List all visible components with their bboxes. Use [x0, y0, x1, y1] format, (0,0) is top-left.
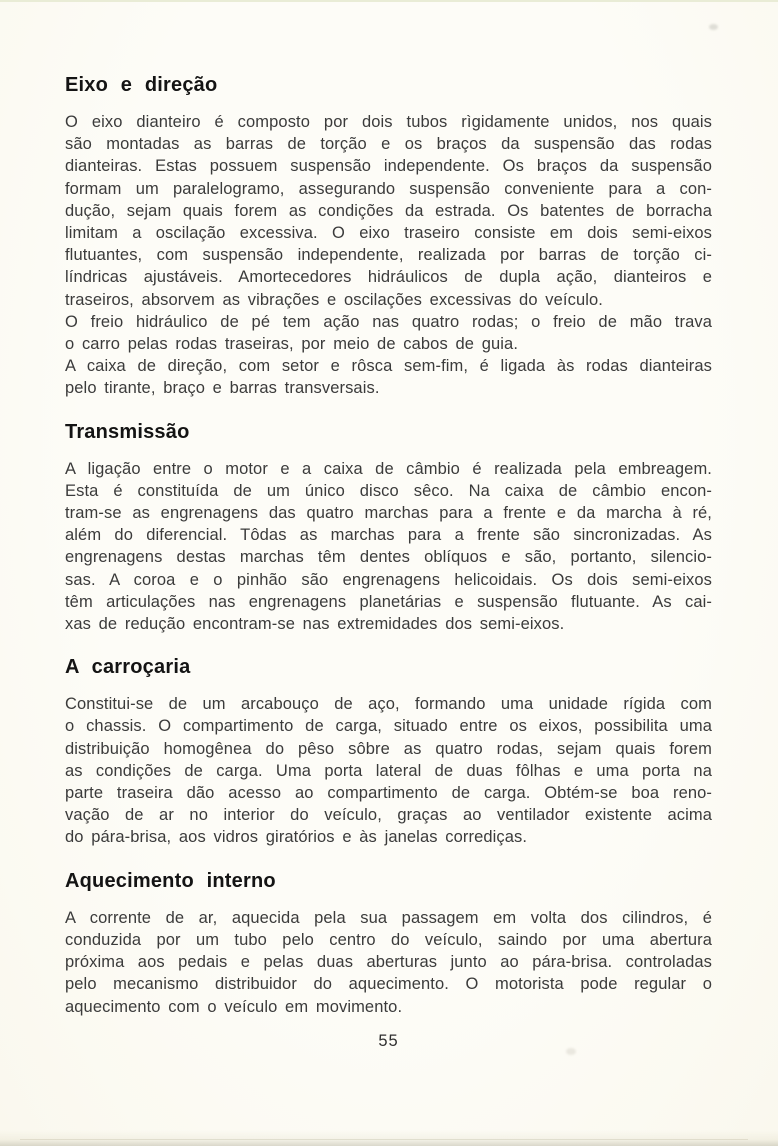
text-line: aquecimento com o veículo em movimento.	[65, 997, 403, 1016]
section-heading: A carroçaria	[65, 656, 191, 679]
page-number: 55	[378, 1031, 399, 1050]
text-line: sas. A coroa e o pinhão são engrenagens helicoidais. Os dois semi-eixos	[65, 570, 712, 589]
text-line: limitam a oscilação excessiva. O eixo traseiro consiste em dois semi-eixos	[65, 224, 712, 243]
text-line: formam um paralelogramo, assegurando suspensão conveniente para a con-	[65, 179, 712, 198]
text-line: O freio hidráulico de pé tem ação nas quatro rodas; o freio de mão trava	[65, 312, 712, 331]
text-line: líndricas ajustáveis. Amortecedores hidráulicos de dupla ação, dianteiros e	[65, 268, 712, 287]
text-line: o chassis. O compartimento de carga, situado entre os eixos, possibilita uma	[65, 717, 712, 736]
text-line: conduzida por um tubo pelo centro do veículo, saindo por uma abertura	[65, 930, 712, 949]
text-line: flutuantes, com suspensão independente, realizada por barras de torção ci-	[65, 246, 712, 265]
section-transmissao	[65, 420, 712, 636]
page-content	[65, 73, 712, 1051]
section-heading: Eixo e direção	[65, 74, 218, 96]
scan-edge-top	[0, 0, 778, 2]
text-line: parte traseira dão acesso ao compartimento de carga. Obtém-se boa reno-	[65, 784, 712, 803]
text-line: Esta é constituída de um único disco sêco. Na caixa de câmbio encon-	[65, 481, 712, 500]
text-line: pelo tirante, braço e barras transversais.	[65, 379, 380, 398]
text-line: o carro pelas rodas traseiras, por meio de cabos de guia.	[65, 335, 519, 354]
section-a-carrocaria	[65, 655, 712, 848]
paragraph	[65, 907, 712, 1018]
paragraph	[65, 111, 712, 311]
section-aquecimento-interno	[65, 869, 712, 1018]
text-line: A caixa de direção, com setor e rôsca sem-fim, é ligada às rodas dianteiras	[65, 357, 712, 376]
text-line: dianteiras. Estas possuem suspensão independente. Os braços da suspensão	[65, 157, 712, 176]
text-line: xas de redução encontram-se nas extremidades dos semi-eixos.	[65, 615, 565, 634]
paragraph	[65, 311, 712, 355]
text-line: traseiros, absorvem as vibrações e oscilações excessivas do veículo.	[65, 290, 603, 309]
text-line: próxima aos pedais e pelas duas aberturas junto ao pára-brisa. controladas	[65, 953, 712, 972]
text-line: O eixo dianteiro é composto por dois tubos rìgidamente unidos, nos quais	[65, 113, 712, 131]
section-eixo-e-direcao	[65, 73, 712, 400]
text-line: além do diferencial. Tôdas as marchas para a frente são sincronizadas. As	[65, 526, 712, 545]
text-line: Constitui-se de um arcabouço de aço, formando uma unidade rígida com	[65, 695, 712, 714]
text-line: dução, sejam quais forem as condições da estrada. Os batentes de borracha	[65, 201, 712, 220]
paragraph	[65, 458, 712, 636]
text-line: A corrente de ar, aquecida pela sua passagem em volta dos cilindros, é	[65, 908, 712, 927]
text-line: engrenagens destas marchas têm dentes oblíquos e são, portanto, silencio-	[65, 548, 712, 567]
text-line: são montadas as barras de torção e os braços da suspensão das rodas	[65, 135, 712, 154]
section-heading: Transmissão	[65, 420, 190, 443]
text-line: pelo mecanismo distribuidor do aquecimento. O motorista pode regular o	[65, 975, 712, 994]
paragraph	[65, 355, 712, 399]
text-line: as condições de carga. Uma porta lateral de duas fôlhas e uma porta na	[65, 761, 712, 780]
text-line: têm articulações nas engrenagens planetárias e suspensão flutuante. As cai-	[65, 592, 712, 611]
scan-edge-bottom	[0, 1130, 778, 1146]
paragraph	[65, 693, 712, 848]
text-line: do pára-brisa, aos vidros giratórios e às janelas corrediças.	[65, 828, 528, 847]
text-line: tram-se as engrenagens das quatro marchas para a frente e da marcha à ré,	[65, 504, 712, 523]
scan-artifact-speck	[709, 24, 718, 30]
text-line: distribuição homogênea do pêso sôbre as quatro rodas, sejam quais forem	[65, 739, 712, 758]
text-line: vação de ar no interior do veículo, graças ao ventilador existente acima	[65, 806, 712, 825]
text-line: A ligação entre o motor e a caixa de câmbio é realizada pela embreagem.	[65, 459, 712, 478]
section-heading: Aquecimento interno	[65, 869, 276, 892]
